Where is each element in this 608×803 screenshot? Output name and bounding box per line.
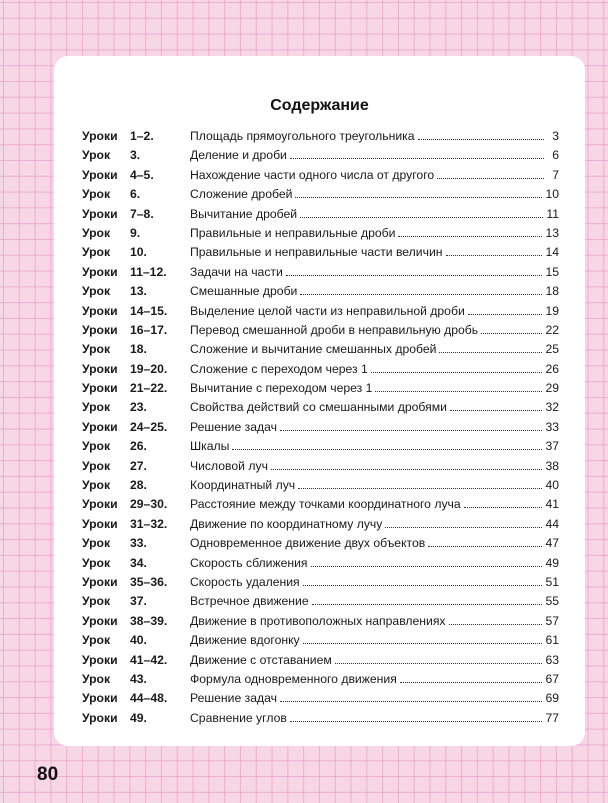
lesson-word: Урок <box>82 633 111 648</box>
contents-row <box>82 594 559 613</box>
lesson-label <box>82 594 190 608</box>
lesson-word: Уроки <box>82 129 118 143</box>
contents-row <box>82 556 559 575</box>
lesson-page: 26 <box>545 361 559 376</box>
lesson-word: Уроки <box>82 322 118 337</box>
lesson-word: Урок <box>82 478 111 493</box>
lesson-number: 6. <box>130 187 141 202</box>
dot-leader <box>232 446 542 450</box>
lesson-word: Уроки <box>82 381 118 396</box>
lesson-label <box>82 342 190 356</box>
lesson-page: 77 <box>545 710 559 725</box>
lesson-label <box>82 653 190 667</box>
lesson-word: Уроки <box>82 652 118 667</box>
lesson-label <box>82 691 190 705</box>
contents-row <box>82 187 559 206</box>
lesson-number: 1–2. <box>130 129 154 143</box>
dot-leader <box>371 369 543 373</box>
dot-leader <box>290 155 544 159</box>
lesson-topic: Задачи на части <box>190 264 283 279</box>
lesson-topic: Правильные и неправильные части величин <box>190 245 443 260</box>
lesson-label <box>82 536 190 550</box>
dot-leader <box>295 194 542 198</box>
contents-row <box>82 672 559 691</box>
lesson-number: 27. <box>130 458 147 473</box>
lesson-topic: Деление и дроби <box>190 148 287 163</box>
contents-row <box>82 265 559 284</box>
lesson-number: 33. <box>130 536 147 551</box>
lesson-number: 49. <box>130 710 147 725</box>
lesson-word: Уроки <box>82 419 118 434</box>
dot-leader <box>280 427 542 431</box>
lesson-label <box>82 575 190 589</box>
lesson-number: 38–39. <box>130 613 168 628</box>
lesson-page: 15 <box>545 264 559 279</box>
lesson-page: 14 <box>545 245 559 260</box>
lesson-word: Уроки <box>82 206 118 221</box>
lesson-number: 19–20. <box>130 361 168 376</box>
lesson-word: Уроки <box>82 613 118 628</box>
lesson-topic: Движение в противоположных направлениях <box>190 613 446 628</box>
lesson-page: 32 <box>545 400 559 415</box>
dot-leader <box>335 660 543 664</box>
lesson-label <box>82 497 190 511</box>
lesson-topic: Движение по координатному лучу <box>190 516 383 531</box>
lesson-number: 28. <box>130 478 147 493</box>
lesson-topic: Координатный луч <box>190 478 296 493</box>
lesson-word: Урок <box>82 594 111 609</box>
dot-leader <box>298 485 542 489</box>
lesson-word: Урок <box>82 458 111 473</box>
dot-leader <box>446 252 543 256</box>
lesson-page: 63 <box>545 652 559 667</box>
lesson-topic: Встречное движение <box>190 594 309 609</box>
dot-leader <box>375 388 542 392</box>
lesson-number: 13. <box>130 284 147 299</box>
lesson-word: Уроки <box>82 574 118 589</box>
lesson-word: Урок <box>82 555 111 570</box>
lesson-label <box>82 614 190 628</box>
contents-row <box>82 381 559 400</box>
lesson-word: Урок <box>82 342 111 357</box>
contents-row <box>82 575 559 594</box>
lesson-word: Уроки <box>82 710 118 725</box>
lesson-page: 7 <box>552 167 559 182</box>
lesson-number: 37. <box>130 594 147 609</box>
lesson-label <box>82 420 190 434</box>
lesson-label <box>82 362 190 376</box>
lesson-word: Урок <box>82 225 111 240</box>
lesson-topic: Перевод смешанной дроби в неправильную дробь <box>190 322 479 337</box>
lesson-page: 51 <box>545 574 559 589</box>
lesson-number: 41–42. <box>130 652 168 667</box>
dot-leader <box>418 136 544 140</box>
lesson-number: 21–22. <box>130 381 168 396</box>
dot-leader <box>464 504 543 508</box>
contents-row <box>82 226 559 245</box>
dot-leader <box>303 640 543 644</box>
lesson-page: 29 <box>545 381 559 396</box>
lesson-number: 29–30. <box>130 497 168 512</box>
lesson-topic: Вычитание с переходом через 1 <box>190 381 373 396</box>
lesson-page: 69 <box>545 691 559 706</box>
lesson-word: Урок <box>82 245 111 260</box>
lesson-page: 67 <box>545 671 559 686</box>
contents-row <box>82 478 559 497</box>
lesson-topic: Нахождение части одного числа от другого <box>190 167 435 182</box>
contents-row <box>82 653 559 672</box>
lesson-topic: Формула одновременного движения <box>190 671 397 686</box>
contents-row <box>82 517 559 536</box>
lesson-word: Уроки <box>82 691 118 706</box>
lesson-topic: Одновременное движение двух объектов <box>190 536 426 551</box>
lesson-page: 47 <box>545 536 559 551</box>
dot-leader <box>300 291 542 295</box>
contents-row <box>82 459 559 478</box>
lesson-number: 18. <box>130 342 147 357</box>
lesson-topic: Площадь прямоугольного треугольника <box>190 129 415 143</box>
dot-leader <box>290 718 543 722</box>
lesson-page: 25 <box>545 342 559 357</box>
lesson-number: 34. <box>130 555 147 570</box>
lesson-label <box>82 478 190 492</box>
lesson-number: 31–32. <box>130 516 168 531</box>
lesson-number: 14–15. <box>130 303 168 318</box>
dot-leader <box>280 698 542 702</box>
contents-row <box>82 400 559 419</box>
contents-row <box>82 148 559 167</box>
lesson-number: 11–12. <box>130 264 167 279</box>
dot-leader <box>271 466 543 470</box>
lesson-label <box>82 400 190 414</box>
lesson-word: Урок <box>82 536 111 551</box>
lesson-topic: Сложение и вычитание смешанных дробей <box>190 342 437 357</box>
lesson-label <box>82 556 190 570</box>
contents-row <box>82 691 559 710</box>
contents-row <box>82 168 559 187</box>
lesson-word: Урок <box>82 187 111 202</box>
contents-row <box>82 245 559 264</box>
dot-leader <box>481 330 542 334</box>
contents-row <box>82 304 559 323</box>
contents-title: Содержание <box>270 97 369 114</box>
contents-row <box>82 439 559 458</box>
lesson-number: 23. <box>130 400 147 415</box>
lesson-label <box>82 207 190 221</box>
lesson-label <box>82 672 190 686</box>
lesson-page: 33 <box>545 419 559 434</box>
lesson-topic: Вычитание дробей <box>190 206 298 221</box>
lesson-label <box>82 459 190 473</box>
contents-row <box>82 536 559 555</box>
contents-panel <box>54 56 585 746</box>
lesson-label <box>82 323 190 337</box>
contents-row <box>82 633 559 652</box>
lesson-number: 24–25. <box>130 419 168 434</box>
lesson-number: 26. <box>130 439 147 454</box>
lesson-label <box>82 148 190 162</box>
contents-row <box>82 497 559 516</box>
lesson-word: Уроки <box>82 167 118 182</box>
lesson-topic: Смешанные дроби <box>190 284 298 299</box>
lesson-page: 61 <box>545 633 559 648</box>
page-number: 80 <box>37 764 59 785</box>
lesson-topic: Выделение целой части из неправильной дроби <box>190 303 465 318</box>
lesson-word: Уроки <box>82 303 118 318</box>
lesson-word: Уроки <box>82 497 118 512</box>
dot-leader <box>400 679 543 683</box>
dot-leader <box>286 272 543 276</box>
lesson-topic: Движение вдогонку <box>190 633 300 648</box>
lesson-topic: Свойства действий со смешанными дробями <box>190 400 447 415</box>
lesson-topic: Сравнение углов <box>190 710 287 725</box>
lesson-label <box>82 711 190 725</box>
lesson-label <box>82 304 190 318</box>
lesson-label <box>82 168 190 182</box>
lesson-label <box>82 517 190 531</box>
lesson-page: 40 <box>545 478 559 493</box>
lesson-label <box>82 633 190 647</box>
lesson-word: Уроки <box>82 264 118 279</box>
lesson-page: 38 <box>545 458 559 473</box>
lesson-page: 37 <box>545 439 559 454</box>
lesson-topic: Движение с отставанием <box>190 652 332 667</box>
contents-row <box>82 207 559 226</box>
lesson-page: 6 <box>552 148 559 163</box>
lesson-word: Урок <box>82 400 111 415</box>
lesson-page: 57 <box>545 613 559 628</box>
dot-leader <box>385 524 542 528</box>
lesson-number: 9. <box>130 225 141 240</box>
lesson-label <box>82 265 190 279</box>
lesson-number: 40. <box>130 633 147 648</box>
lesson-topic: Решение задач <box>190 691 277 706</box>
contents-row <box>82 129 559 148</box>
lesson-topic: Решение задач <box>190 419 277 434</box>
dot-leader <box>300 214 543 218</box>
lesson-label <box>82 226 190 240</box>
contents-row <box>82 711 559 730</box>
dot-leader <box>398 233 542 237</box>
lesson-number: 4–5. <box>130 167 154 182</box>
lesson-word: Урок <box>82 284 111 299</box>
contents-row <box>82 420 559 439</box>
lesson-label <box>82 245 190 259</box>
lesson-word: Урок <box>82 148 111 163</box>
lesson-page: 44 <box>545 516 559 531</box>
lesson-label <box>82 187 190 201</box>
lesson-label <box>82 381 190 395</box>
lesson-number: 16–17. <box>130 322 168 337</box>
lesson-number: 35–36. <box>130 574 168 589</box>
dot-leader <box>437 175 544 179</box>
lesson-number: 3. <box>130 148 141 163</box>
dot-leader <box>450 407 543 411</box>
lesson-page: 22 <box>545 322 559 337</box>
contents-list <box>82 129 559 730</box>
lesson-page: 3 <box>552 129 559 143</box>
lesson-number: 10. <box>130 245 147 260</box>
lesson-topic: Правильные и неправильные дроби <box>190 225 396 240</box>
lesson-number: 43. <box>130 671 147 686</box>
lesson-page: 18 <box>545 284 559 299</box>
dot-leader <box>428 543 542 547</box>
dot-leader <box>303 582 543 586</box>
lesson-page: 41 <box>545 497 559 512</box>
contents-row <box>82 362 559 381</box>
lesson-number: 44–48. <box>130 691 168 706</box>
lesson-page: 13 <box>545 225 559 240</box>
lesson-topic: Скорость удаления <box>190 574 300 589</box>
lesson-label <box>82 439 190 453</box>
dot-leader <box>468 311 543 315</box>
lesson-label <box>82 284 190 298</box>
contents-row <box>82 284 559 303</box>
lesson-word: Уроки <box>82 516 118 531</box>
lesson-topic: Сложение дробей <box>190 187 293 202</box>
lesson-topic: Шкалы <box>190 439 230 454</box>
lesson-number: 7–8. <box>130 206 154 221</box>
contents-row <box>82 342 559 361</box>
lesson-word: Уроки <box>82 361 118 376</box>
lesson-page: 10 <box>545 187 559 202</box>
lesson-word: Урок <box>82 439 111 454</box>
dot-leader <box>312 601 543 605</box>
lesson-topic: Скорость сближения <box>190 555 308 570</box>
lesson-label <box>82 129 190 143</box>
dot-leader <box>449 621 543 625</box>
contents-row <box>82 614 559 633</box>
dot-leader <box>439 349 542 353</box>
lesson-page: 55 <box>545 594 559 609</box>
lesson-page: 19 <box>545 303 559 318</box>
lesson-topic: Расстояние между точками координатного луча <box>190 497 461 512</box>
lesson-page: 11 <box>546 206 559 221</box>
lesson-word: Урок <box>82 671 111 686</box>
dot-leader <box>311 563 543 567</box>
lesson-topic: Сложение с переходом через 1 <box>190 361 368 376</box>
contents-row <box>82 323 559 342</box>
lesson-topic: Числовой луч <box>190 458 268 473</box>
lesson-page: 49 <box>545 555 559 570</box>
